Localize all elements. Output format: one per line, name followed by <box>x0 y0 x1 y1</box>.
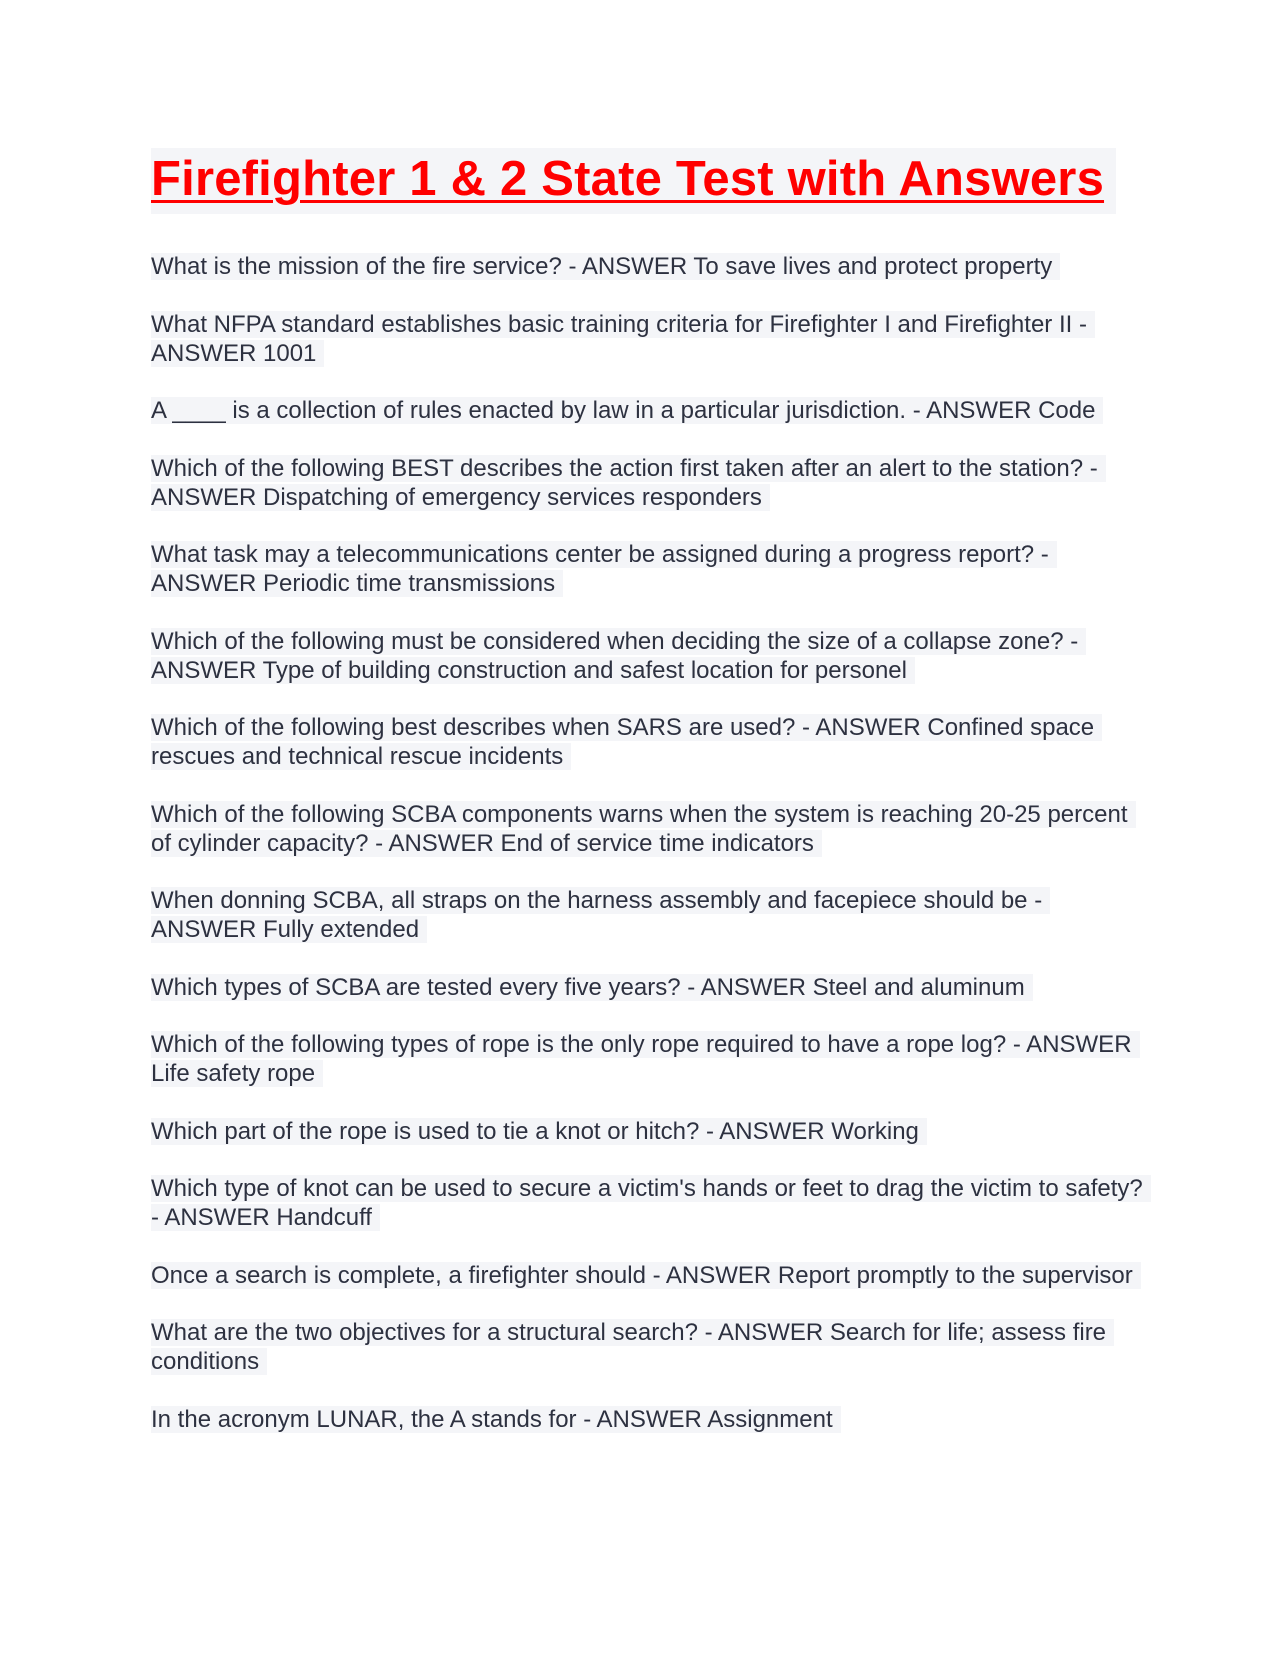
qa-text: Which of the following must be considered when deciding the size of a collapse zone? - ANSWER Type of building construction and safest location for personel <box>151 628 1086 684</box>
qa-text: When donning SCBA, all straps on the harness assembly and facepiece should be - ANSWER Fully extended <box>151 887 1050 943</box>
title-block <box>151 148 1116 214</box>
qa-item <box>151 800 1151 858</box>
qa-text: What is the mission of the fire service? - ANSWER To save lives and protect property <box>151 253 1060 280</box>
qa-item <box>151 1117 1151 1146</box>
qa-text: Which part of the rope is used to tie a knot or hitch? - ANSWER Working <box>151 1118 927 1145</box>
qa-text: What NFPA standard establishes basic training criteria for Firefighter I and Firefighter II - ANSWER 1001 <box>151 311 1095 367</box>
qa-item <box>151 1318 1151 1376</box>
qa-text: Which of the following SCBA components warns when the system is reaching 20-25 percent of cylinder capacity? - ANSWER End of service time indicators <box>151 801 1136 857</box>
qa-text: Which types of SCBA are tested every five years? - ANSWER Steel and aluminum <box>151 974 1033 1001</box>
qa-item <box>151 1261 1151 1290</box>
qa-list <box>151 252 1151 1434</box>
qa-item <box>151 454 1151 512</box>
qa-text: Which of the following types of rope is the only rope required to have a rope log? - ANSWER Life safety rope <box>151 1031 1140 1087</box>
qa-text: What are the two objectives for a structural search? - ANSWER Search for life; assess fire conditions <box>151 1319 1114 1375</box>
qa-item <box>151 1030 1151 1088</box>
qa-text: Once a search is complete, a firefighter should - ANSWER Report promptly to the supervisor <box>151 1262 1141 1289</box>
qa-text: A ____ is a collection of rules enacted by law in a particular jurisdiction. - ANSWER Code <box>151 397 1103 424</box>
qa-item <box>151 713 1151 771</box>
qa-item <box>151 1174 1151 1232</box>
qa-item <box>151 627 1151 685</box>
qa-text: Which of the following best describes when SARS are used? - ANSWER Confined space rescues and technical rescue incidents <box>151 714 1102 770</box>
document-page <box>151 148 1151 1462</box>
page-title: Firefighter 1 & 2 State Test with Answers <box>151 152 1105 206</box>
qa-text: Which of the following BEST describes the action first taken after an alert to the station? - ANSWER Dispatching of emergency services responders <box>151 455 1106 511</box>
qa-item <box>151 886 1151 944</box>
qa-item <box>151 396 1151 425</box>
qa-item <box>151 310 1151 368</box>
qa-text: Which type of knot can be used to secure a victim's hands or feet to drag the victim to safety? - ANSWER Handcuff <box>151 1175 1151 1231</box>
qa-item <box>151 252 1151 281</box>
qa-item <box>151 540 1151 598</box>
qa-text: What task may a telecommunications center be assigned during a progress report? - ANSWER Periodic time transmissions <box>151 541 1057 597</box>
qa-item <box>151 1405 1151 1434</box>
qa-item <box>151 973 1151 1002</box>
qa-text: In the acronym LUNAR, the A stands for - ANSWER Assignment <box>151 1406 841 1433</box>
